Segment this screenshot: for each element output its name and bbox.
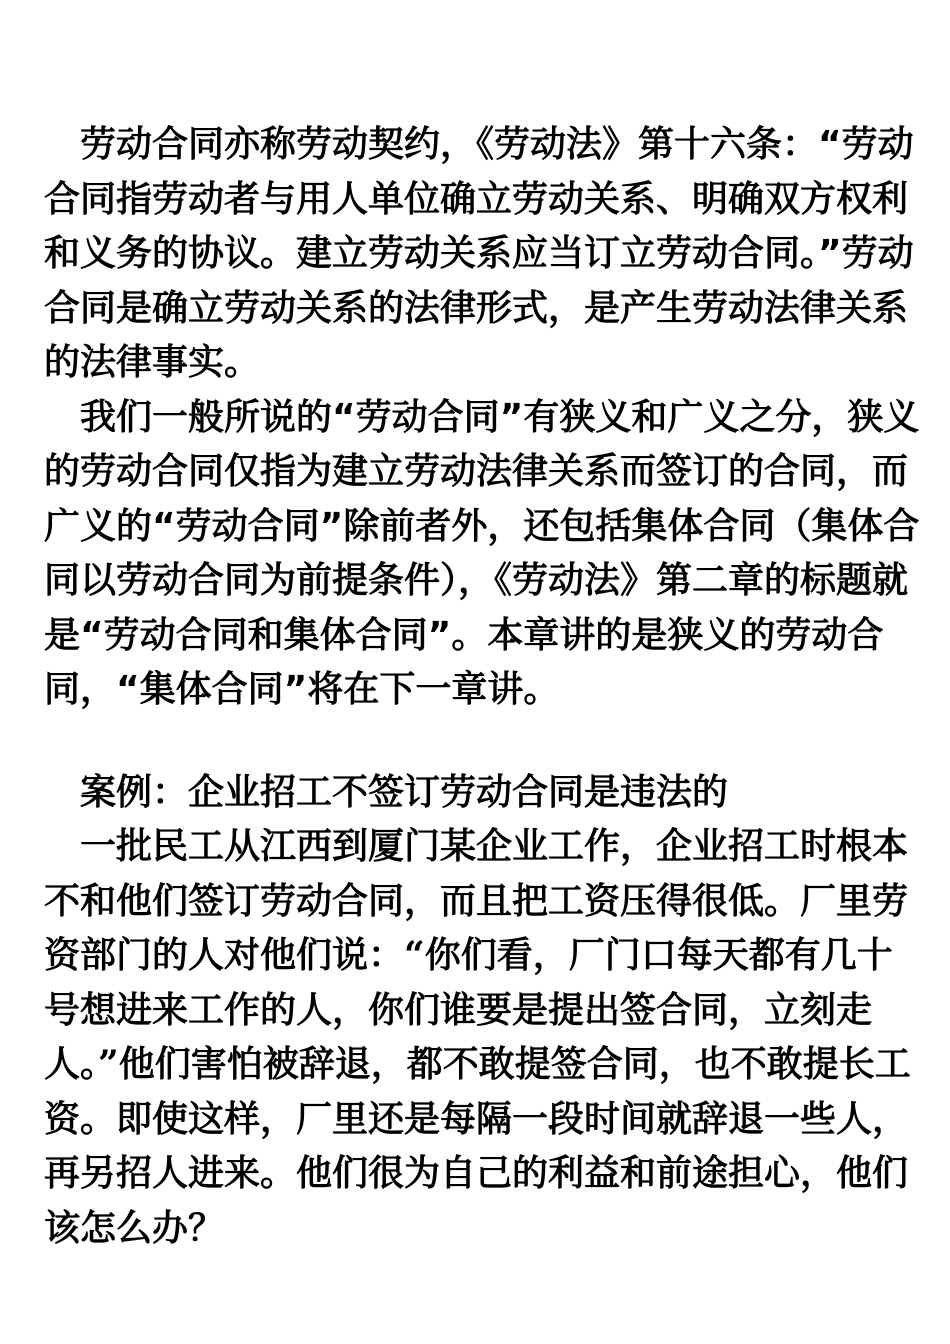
case-title: 案例：企业招工不签订劳动合同是违法的 — [80, 770, 729, 813]
paragraph-spacer — [44, 718, 924, 765]
intro-paragraph: 劳动合同亦称劳动契约，《劳动法》第十六条：“劳动合同指劳动者与用人单位确立劳动关系、明确双方权利和义务的协议。建立劳动关系应当订立劳动合同。”劳动合同是确立劳动关系的法律形式，是产生劳动法律关系的法律事实。 — [44, 124, 914, 383]
definition-paragraph: 我们一般所说的“劳动合同”有狭义和广义之分，狭义的劳动合同仅指为建立劳动法律关系而签订的合同，而广义的“劳动合同”除前者外，还包括集体合同（集体合同以劳动合同为前提条件），《劳动法》第二章的标题就是“劳动合同和集体合同”。本章讲的是狭义的劳动合同，“集体合同”将在下一章讲。 — [44, 396, 920, 710]
case-body: 一批民工从江西到厦门某企业工作，企业招工时根本不和他们签订劳动合同，而且把工资压得很低。厂里劳资部门的人对他们说：“你们看，厂门口每天都有几十号想进来工作的人，你们谁要是提出签合同，立刻走人。”他们害怕被辞退，都不敢提签合同，也不敢提长工资。即使这样，厂里还是每隔一段时间就辞退一些人，再另招人进来。他们很为自己的利益和前途担心，他们该怎么办？ — [44, 825, 911, 1249]
document-page — [44, 118, 924, 1255]
